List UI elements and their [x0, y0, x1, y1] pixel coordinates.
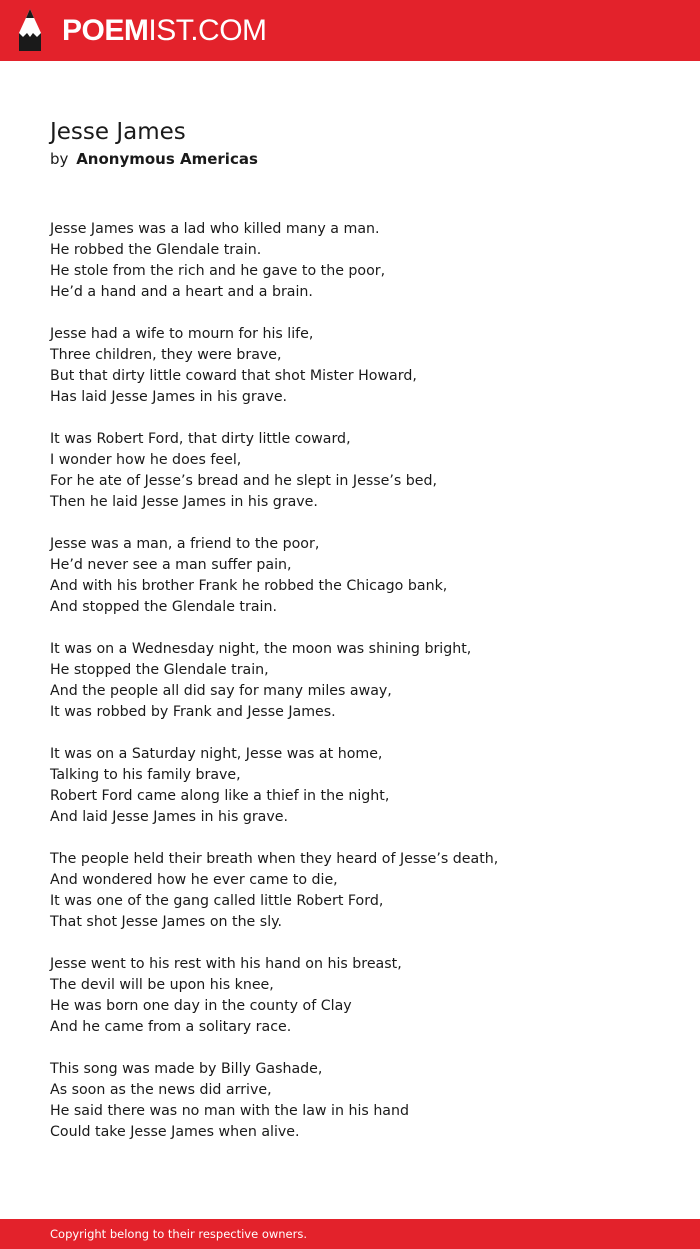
poem-line: Three children, they were brave, — [50, 347, 282, 363]
poem-line: He stopped the Glendale train, — [50, 662, 269, 678]
poem-line: Jesse was a man, a friend to the poor, — [50, 536, 320, 552]
poem-line: Talking to his family brave, — [50, 767, 241, 783]
poem-line: Robert Ford came along like a thief in the night, — [50, 788, 390, 804]
poem-line: It was on a Saturday night, Jesse was at home, — [50, 746, 383, 762]
poem-line: And the people all did say for many miles away, — [50, 683, 392, 699]
stanza — [50, 324, 670, 408]
stanza — [50, 1059, 670, 1143]
poem-line: Jesse went to his rest with his hand on his breast, — [50, 956, 402, 972]
poem-line: I wonder how he does feel, — [50, 452, 242, 468]
poem-line: And with his brother Frank he robbed the Chicago bank, — [50, 578, 448, 594]
stanza — [50, 534, 670, 618]
poem-line: He said there was no man with the law in his hand — [50, 1103, 410, 1119]
poem-line: That shot Jesse James on the sly. — [50, 914, 283, 930]
stanza — [50, 219, 670, 303]
logo-light-text: IST.COM — [148, 14, 267, 47]
pencil-tip-icon[interactable] — [17, 9, 43, 51]
poem-line: It was one of the gang called little Robert Ford, — [50, 893, 384, 909]
poem-line: He’d a hand and a heart and a brain. — [50, 284, 313, 300]
poem-line: The people held their breath when they heard of Jesse’s death, — [50, 851, 499, 867]
poem-line: Then he laid Jesse James in his grave. — [50, 494, 318, 510]
site-header — [0, 0, 700, 61]
poem-line: For he ate of Jesse’s bread and he slept in Jesse’s bed, — [50, 473, 437, 489]
poem-line: And laid Jesse James in his grave. — [50, 809, 289, 825]
poem-title: Jesse James — [50, 119, 186, 145]
poem-line: It was robbed by Frank and Jesse James. — [50, 704, 336, 720]
poem-line: Jesse James was a lad who killed many a man. — [50, 221, 380, 237]
author-name: Anonymous Americas — [76, 150, 258, 168]
stanza — [50, 429, 670, 513]
poem-line: But that dirty little coward that shot Mister Howard, — [50, 368, 417, 384]
poem-line: Has laid Jesse James in his grave. — [50, 389, 288, 405]
poem-line: Jesse had a wife to mourn for his life, — [50, 326, 314, 342]
logo-bold-text: POEM — [62, 14, 149, 47]
stanza — [50, 744, 670, 828]
poem-line: The devil will be upon his knee, — [50, 977, 274, 993]
copyright-text: Copyright belong to their respective owners. — [50, 1227, 308, 1241]
poem-line: He robbed the Glendale train. — [50, 242, 262, 258]
poem-line: He’d never see a man suffer pain, — [50, 557, 292, 573]
poem-line: And wondered how he ever came to die, — [50, 872, 338, 888]
poem-line: He was born one day in the county of Clay — [50, 998, 352, 1014]
byline — [50, 148, 258, 170]
site-footer — [0, 1219, 700, 1249]
stanza — [50, 954, 670, 1038]
poem-line: This song was made by Billy Gashade, — [50, 1061, 323, 1077]
poem-line: It was Robert Ford, that dirty little coward, — [50, 431, 351, 447]
poem-line: Could take Jesse James when alive. — [50, 1124, 300, 1140]
stanza — [50, 639, 670, 723]
site-logo[interactable] — [62, 13, 267, 49]
poem-body — [50, 219, 670, 1164]
poem-line: As soon as the news did arrive, — [50, 1082, 272, 1098]
poem-line: And he came from a solitary race. — [50, 1019, 292, 1035]
poem-line: It was on a Wednesday night, the moon was shining bright, — [50, 641, 472, 657]
stanza — [50, 849, 670, 933]
by-label: by — [50, 150, 69, 168]
poem-line: And stopped the Glendale train. — [50, 599, 277, 615]
poem-line: He stole from the rich and he gave to the poor, — [50, 263, 386, 279]
